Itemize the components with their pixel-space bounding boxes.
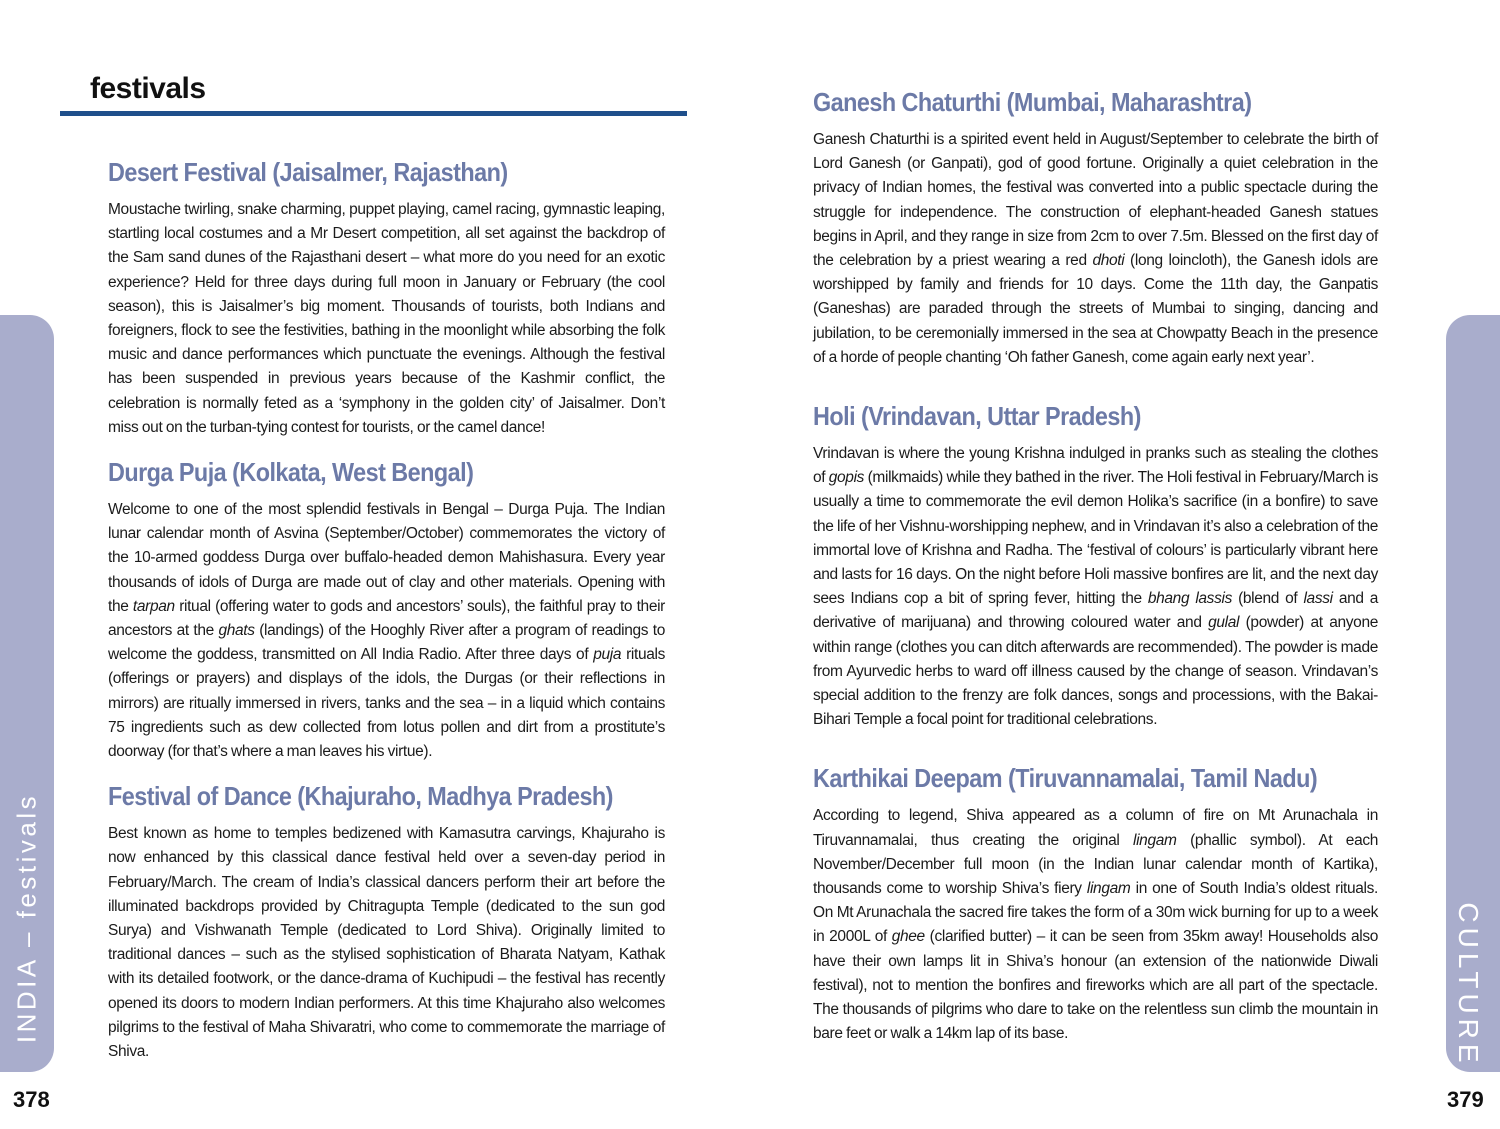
article-ganesh-chaturthi — [813, 82, 1378, 370]
italic-term: gopis — [828, 469, 865, 487]
body-text: (powder) at anyone within range (clothes you can ditch afterwards are recommended). The powder is made from Ayurvedic herbs to ward off illness caused by the change of season. Vrindavan’s special addition to the frenzy are folk dances, songs and processions, with the Bakai-Bihari Temple a focal point for traditional celebrations. — [813, 614, 1378, 729]
italic-term: tarpan — [132, 597, 175, 615]
page-number: 378 — [13, 1087, 50, 1112]
article-body: Moustache twirling, snake charming, puppet playing, camel racing, gymnastic leaping, startling local costumes and a Mr Desert competition, all set against the backdrop of the Sam sand dunes of the Rajasthani desert – what more do you need for an exotic experience? Held for three days during full moon in January or February (the cool season), this is Jaisalmer’s big moment. Thousands of tourists, both Indians and foreigners, flock to see the festivities, bathing in the moonlight while absorbing the folk music and dance performances which punctuate the evenings. Although the festival has been suspended in previous years because of the Kashmir conflict, the celebration is normally feted as a ‘symphony in the golden city’ of Jaisalmer. Don’t miss out on the turban-tying contest for tourists, or the camel dance! — [108, 201, 665, 436]
article-heading: Durga Puja (Kolkata, West Bengal) — [108, 457, 474, 488]
body-text: (blend of — [1231, 590, 1304, 608]
body-text: (clarified butter) – it can be seen from 35km away! Households also have their own lamps lit in Shiva’s honour (an extension of the nationwide Diwali festival), not to mention the bonfires and fireworks which are all part of the spectacle. The thousands of pilgrims who dare to take on the relentless sun climb the mountain in bare feet or walk a 14km lap of its base. — [813, 928, 1378, 1043]
article-body — [813, 442, 1378, 732]
italic-term: gulal — [1208, 614, 1240, 632]
article-heading: Holi (Vrindavan, Uttar Pradesh) — [813, 401, 1141, 432]
italic-term: lingam — [1086, 880, 1131, 898]
italic-term: lingam — [1132, 831, 1177, 849]
left-column — [108, 152, 665, 1064]
article-body: Best known as home to temples bedizened with Kamasutra carvings, Khajuraho is now enhanced by this classical dance festival held over a seven-day period in February/March. The cream of India’s classical dancers perform their art before the illuminated backdrops provided by Chitragupta Temple (dedicated to the sun god Surya) and Vishwanath Temple (dedicated to Lord Shiva). Originally limited to traditional dances – such as the stylised sophistication of Bharata Natyam, Kathak with its detailed footwork, or the dance-drama of Kuchipudi – the festival has recently opened its doors to modern Indian performers. At this time Khajuraho also welcomes pilgrims to the festival of Maha Shivaratri, who come to commemorate the marriage of Shiva. — [108, 825, 665, 1061]
article-heading: Ganesh Chaturthi (Mumbai, Maharashtra) — [813, 87, 1252, 117]
italic-term: ghats — [218, 622, 255, 640]
right-page — [750, 0, 1500, 1129]
article-karthikai-deepam — [813, 758, 1378, 1046]
article-desert-festival — [108, 152, 665, 440]
body-text: and a derivative of marijuana) and throwing coloured water and — [813, 590, 1378, 632]
article-body — [108, 498, 665, 764]
article-body — [813, 804, 1378, 1046]
body-text: ritual (offering water to gods and ancestors’ souls), the faithful pray to their ancestors at the — [108, 597, 665, 640]
article-body — [813, 128, 1378, 370]
body-text: (phallic symbol). At each November/December full moon (in the Indian lunar calendar month of Kartika), thousands come to worship Shiva’s fiery — [813, 831, 1379, 898]
page-number: 379 — [1447, 1087, 1484, 1112]
italic-term: ghee — [891, 928, 925, 946]
article-heading: Karthikai Deepam (Tiruvannamalai, Tamil Nadu) — [813, 763, 1318, 794]
body-text: Ganesh Chaturthi is a spirited event held in August/September to celebrate the birth of Lord Ganesh (or Ganpati), god of good fortune. Originally a quiet celebration in the privacy of Indian homes, the festival was converted into a public spectacle during the struggle for independence. The construction of elephant-headed Ganesh statues begins in April, and they range in size from 2cm to over 7.5m. Blessed on the first day of the celebration by a priest wearing a red — [813, 131, 1378, 270]
italic-term: bhang lassis — [1147, 590, 1232, 608]
article-heading: Desert Festival (Jaisalmer, Rajasthan) — [108, 157, 508, 187]
body-text: (long loincloth), the Ganesh idols are worshipped by family and friends for 10 days. Come the 11th day, the Ganpatis (Ganeshas) are paraded through the streets of Mumbai to singing, dancing and jubilation, to be ceremonially immersed in the sea at Chowpatty Beach in the presence of a horde of people chanting ‘Oh father Ganesh, come again early next year’. — [813, 252, 1378, 366]
section-title: festivals — [90, 72, 206, 105]
right-column — [813, 82, 1378, 1047]
body-text: Welcome to one of the most splendid festivals in Bengal – Durga Puja. The Indian lunar calendar month of Asvina (September/October) commemorates the victory of the 10-armed goddess Durga over buffalo-headed demon Mahishasura. Every year thousands of idols of Durga are made out of clay and other materials. Opening with the — [108, 501, 665, 615]
article-festival-of-dance — [108, 776, 665, 1064]
body-text: (milkmaids) while they bathed in the river. The Holi festival in February/March is usually a time to commemorate the evil demon Holika’s sacrifice (in a bonfire) to save the life of her Vishnu-worshipping nephew, and in Vrindavan it’s also a celebration of the immortal love of Krishna and Radha. The ‘festival of colours’ is particularly vibrant here and lasts for 16 days. On the night before Holi massive bonfires are lit, and the next day sees Indians cop a bit of spring fever, hitting the — [813, 469, 1378, 608]
body-text: Vrindavan is where the young Krishna indulged in pranks such as stealing the clothes of — [813, 445, 1378, 487]
article-holi — [813, 396, 1378, 732]
article-heading: Festival of Dance (Khajuraho, Madhya Pradesh) — [108, 781, 613, 812]
body-text: rituals (offerings or prayers) and displays of the idols, the Durgas (or their reflections in mirrors) are ritually immersed in rivers, tanks and the sea – in a liquid which contains 75 ingredients such as dew collected from lotus pollen and dirt from a prostitute’s doorway (for that’s where a man leaves his virtue). — [108, 646, 666, 761]
body-text: in one of South India’s oldest rituals. On Mt Arunachala the sacred fire takes the form of a 30m wick burning for up to a week in 2000L of — [813, 880, 1378, 946]
article-durga-puja — [108, 452, 665, 764]
title-rule — [60, 111, 687, 116]
chapter-tab-label: INDIA – festivals — [11, 792, 42, 1044]
italic-term: puja — [593, 646, 622, 664]
body-text: (landings) of the Hooghly River after a program of readings to welcome the goddess, transmitted on All India Radio. After three days of — [108, 622, 665, 664]
chapter-tab-label: CULTURE — [1453, 902, 1484, 1068]
body-text: According to legend, Shiva appeared as a column of fire on Mt Arunachala in Tiruvannamalai, thus creating the original — [813, 807, 1378, 849]
italic-term: lassi — [1303, 590, 1333, 608]
italic-term: dhoti — [1092, 252, 1125, 270]
